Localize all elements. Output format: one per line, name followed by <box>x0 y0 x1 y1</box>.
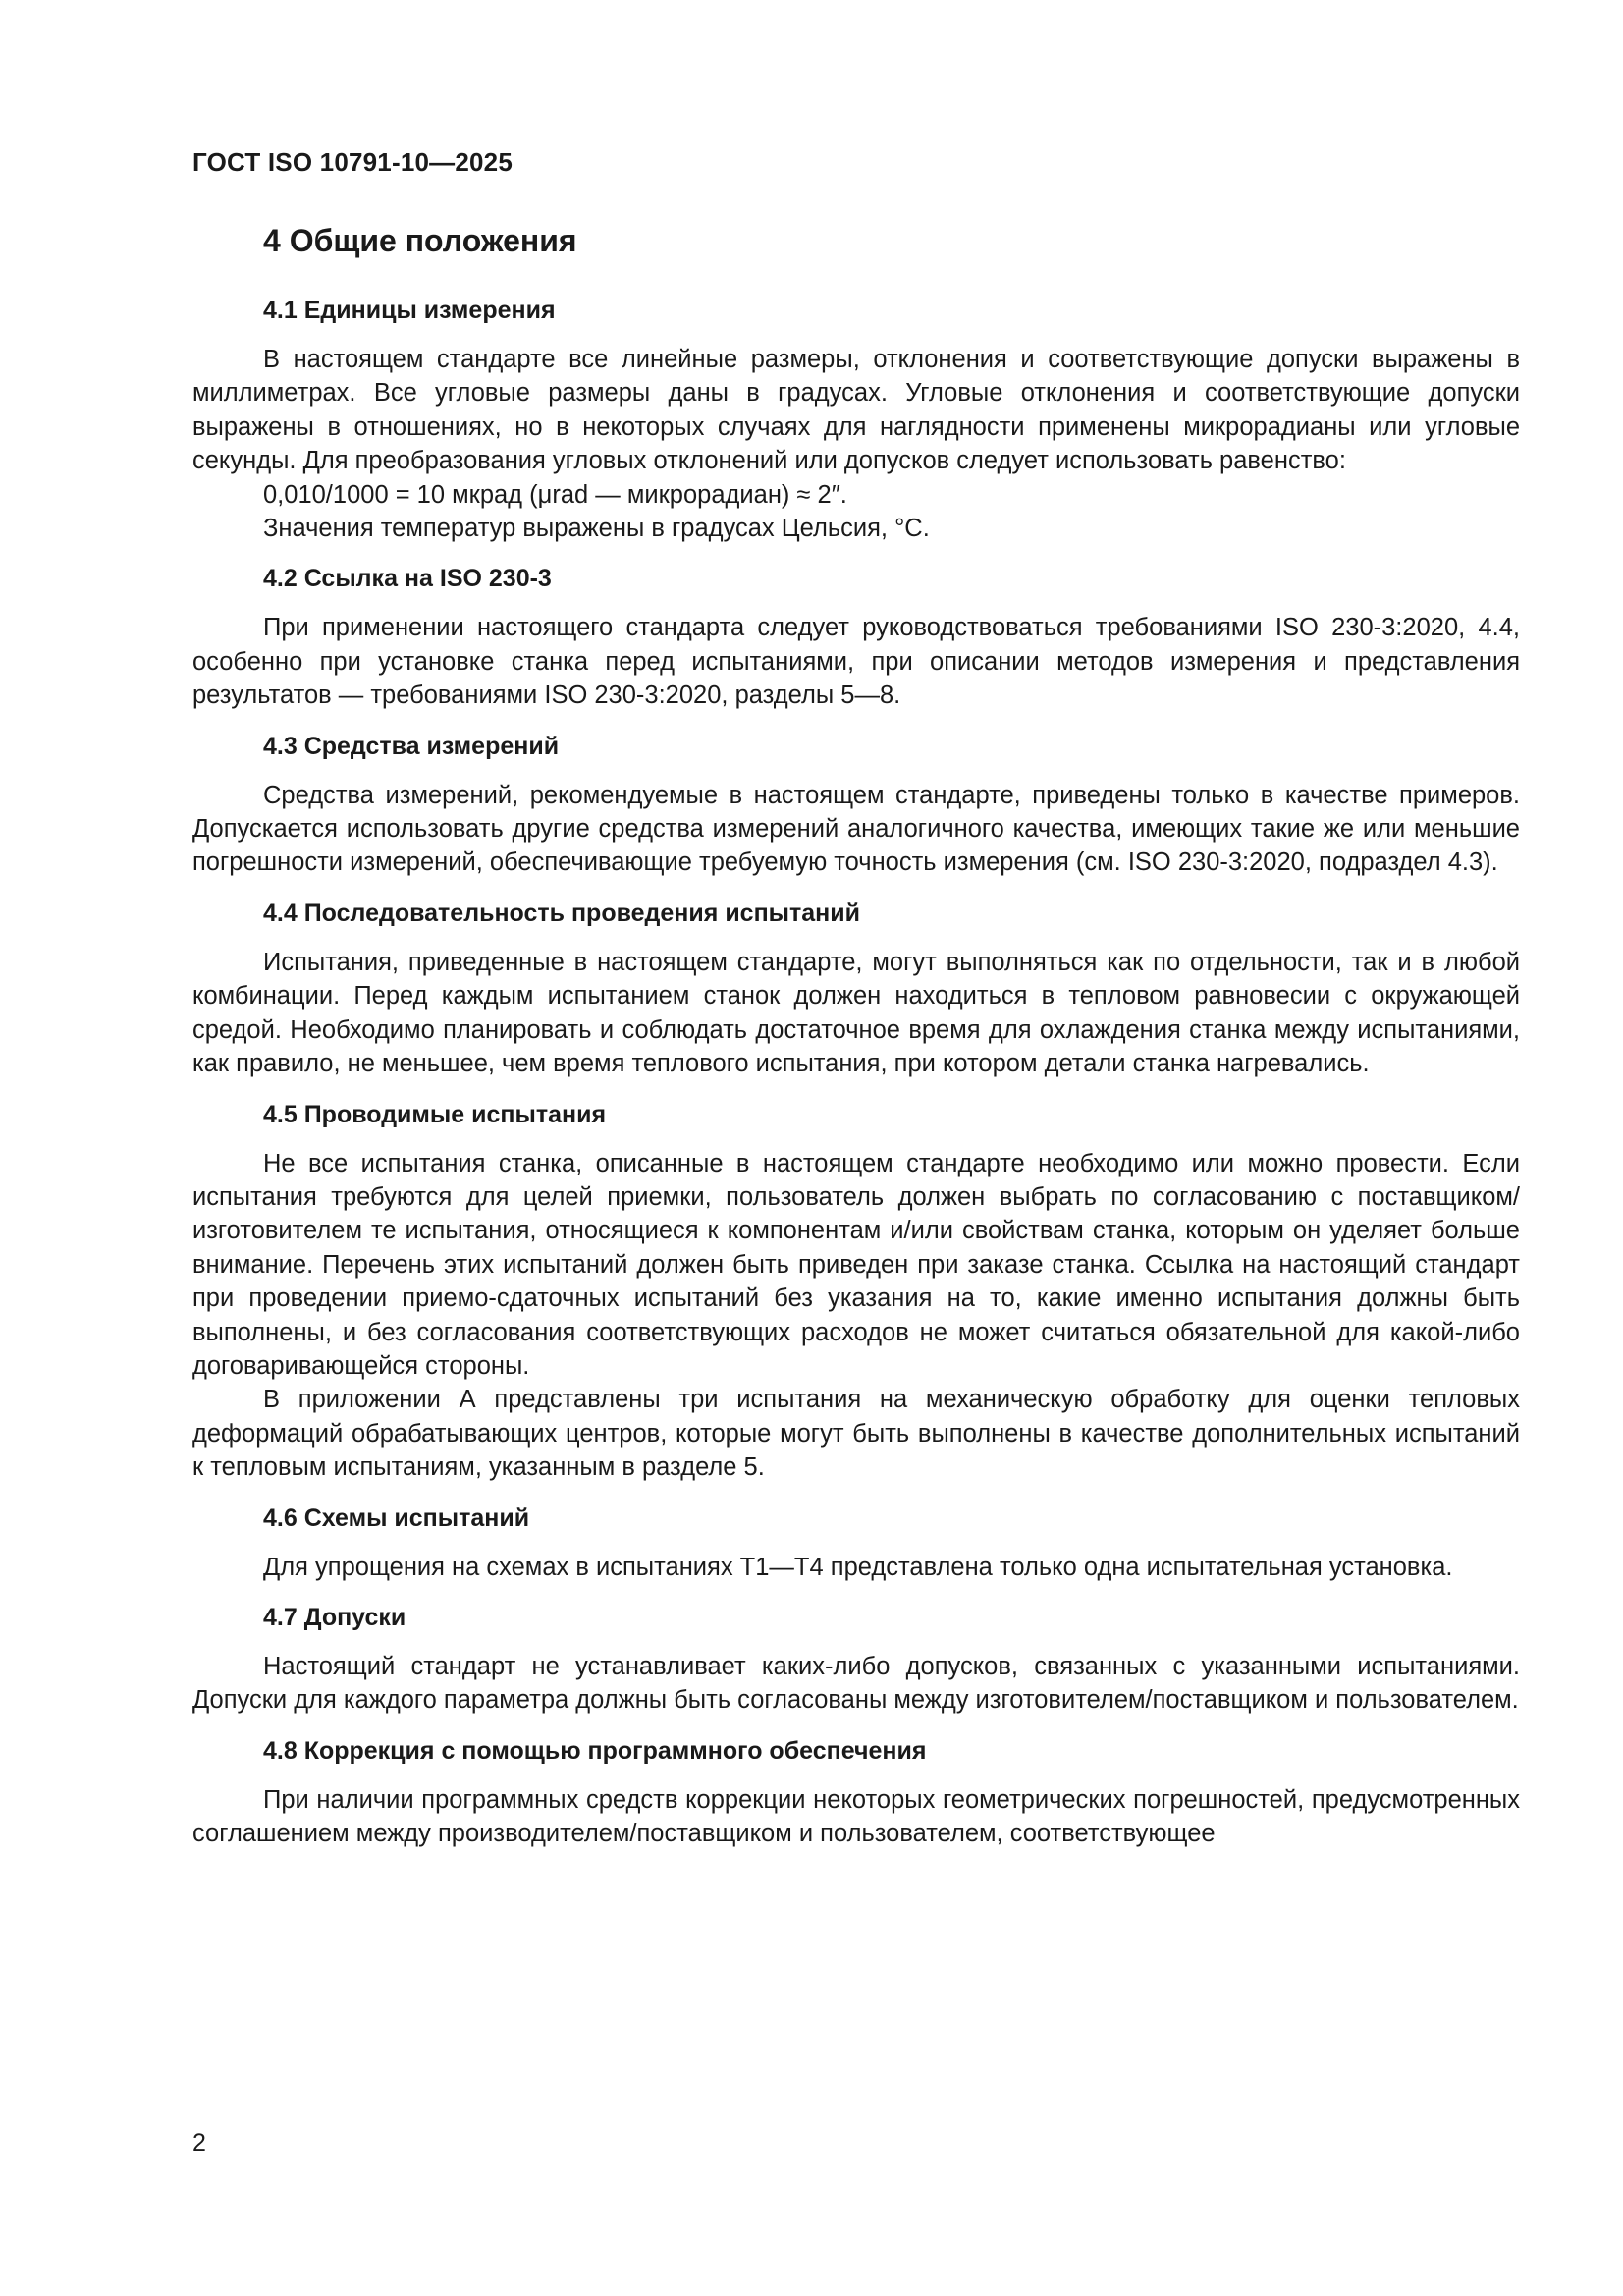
paragraph: В приложении А представлены три испытания на механическую обработку для оценки тепловых деформаций обрабатывающих центров, которые могут быть выполнены в качестве дополнительных испытаний к тепловым испытаниям, указанным в разделе 5. <box>192 1386 1520 1482</box>
paragraph: В настоящем стандарте все линейные размеры, отклонения и соответствующие допуски выражены в миллиметрах. Все угловые размеры даны в градусах. Угловые отклонения и соответствующие допуски выражены в отношениях, но в некоторых случаях для наглядности применены микрорадианы или угловые секунды. Для преобразования угловых отклонений или допусков следует использовать равенство: <box>192 346 1520 475</box>
paragraph: При применении настоящего стандарта следует руководствоваться требованиями ISO 230-3:2020, 4.4, особенно при установке станка перед испытаниями, при описании методов измерения и представления результатов — требованиями ISO 230-3:2020, разделы 5—8. <box>192 614 1520 710</box>
section-title: 4.7 Допуски <box>263 1603 406 1631</box>
section-4-2 <box>192 565 1520 712</box>
paragraph: Не все испытания станка, описанные в настоящем стандарте необходимо или можно провести. Если испытания требуются для целей приемки, пользователь должен выбрать по согласованию с поставщиком/изготовителем те испытания, относящиеся к компонентам и/или свойствам станка, которым он уделяет больше внимание. Перечень этих испытаний должен быть приведен при заказе станка. Ссылка на настоящий стандарт при проведении приемо-сдаточных испытаний без указания на то, какие именно испытания должны быть выполнены, и без согласования соответствующих расходов не может считаться обязательной для какой-либо договаривающейся стороны. <box>192 1149 1520 1380</box>
section-4-6 <box>192 1504 1520 1584</box>
section-4-7 <box>192 1604 1520 1718</box>
formula-line: 0,010/1000 = 10 мкрад (μrad — микрорадиан) ≈ 2″. <box>263 480 847 509</box>
section-title: 4.6 Схемы испытаний <box>263 1503 530 1532</box>
paragraph: Для упрощения на схемах в испытаниях Т1—Т4 представлена только одна испытательная установка. <box>263 1553 1453 1581</box>
section-title: 4.8 Коррекция с помощью программного обеспечения <box>263 1736 927 1765</box>
section-4-1 <box>192 297 1520 545</box>
section-title: 4.3 Средства измерений <box>263 732 560 760</box>
section-title: 4.5 Проводимые испытания <box>263 1100 607 1128</box>
section-title: 4.1 Единицы измерения <box>263 297 556 324</box>
paragraph: Значения температур выражены в градусах Цельсия, °С. <box>263 515 930 543</box>
section-4-8 <box>192 1737 1520 1851</box>
document-code: ГОСТ ISO 10791-10—2025 <box>192 147 513 177</box>
section-4-4 <box>192 900 1520 1081</box>
paragraph: При наличии программных средств коррекции некоторых геометрических погрешностей, предусмотренных соглашением между производителем/поставщиком и пользователем, соответствующее <box>192 1785 1520 1848</box>
page-number: 2 <box>192 2129 206 2157</box>
section-4-3 <box>192 733 1520 880</box>
paragraph: Испытания, приведенные в настоящем стандарте, могут выполняться как по отдельности, так и в любой комбинации. Перед каждым испытанием станок должен находиться в тепловом равновесии с окружающей средой. Необходимо планировать и соблюдать достаточное время для охлаждения станка между испытаниями, как правило, не меньшее, чем время теплового испытания, при котором детали станка нагревались. <box>192 948 1520 1078</box>
section-4-5 <box>192 1101 1520 1485</box>
paragraph: Настоящий стандарт не устанавливает каких-либо допусков, связанных с указанными испытаниями. Допуски для каждого параметра должны быть согласованы между изготовителем/поставщиком и пользователем. <box>192 1652 1520 1715</box>
chapter-title: 4 Общие положения <box>263 223 577 258</box>
document-page <box>192 147 1520 1871</box>
section-title: 4.4 Последовательность проведения испытаний <box>263 899 861 927</box>
section-title: 4.2 Ссылка на ISO 230-3 <box>263 565 552 593</box>
paragraph: Средства измерений, рекомендуемые в настоящем стандарте, приведены только в качестве примеров. Допускается использовать другие средства измерений аналогичного качества, имеющих такие же или меньшие погрешности измерений, обеспечивающие требуемую точность измерения (см. ISO 230-3:2020, подраздел 4.3). <box>192 781 1520 877</box>
